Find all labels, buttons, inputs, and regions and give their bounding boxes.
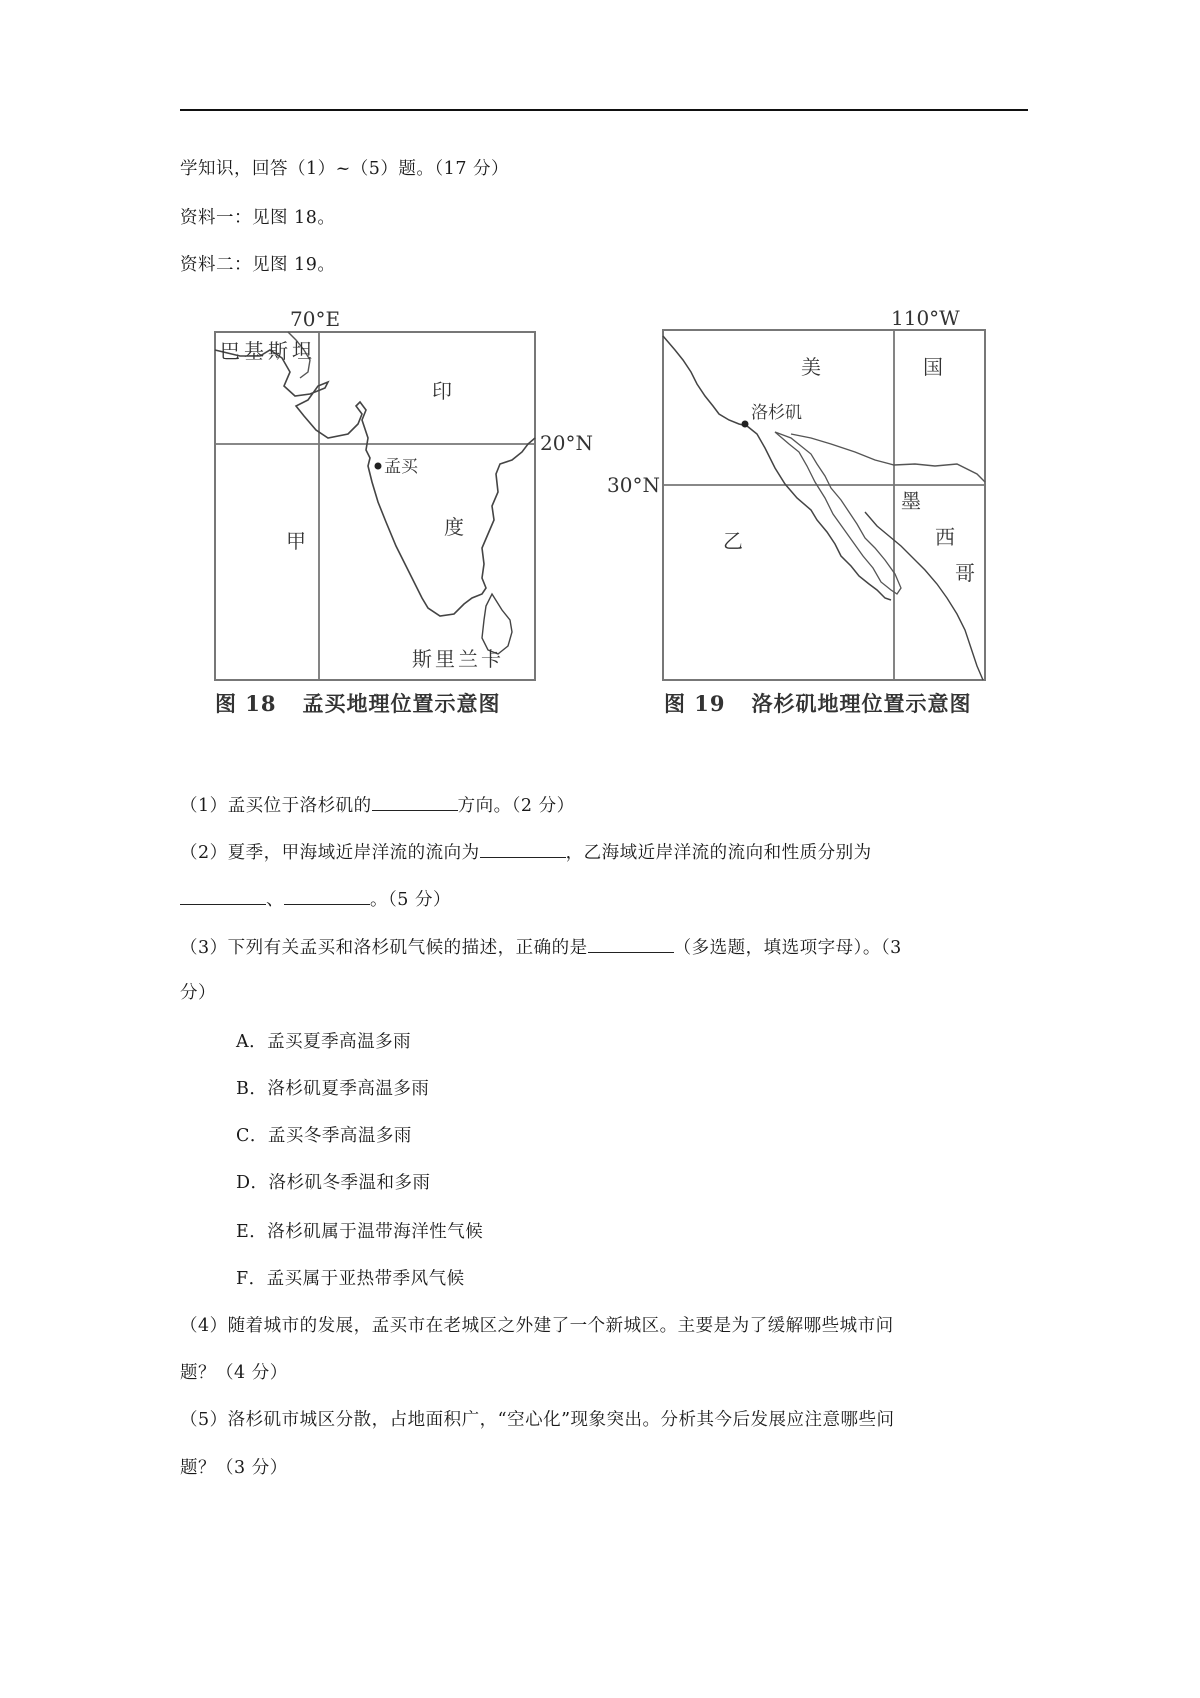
question-5-cont: 题？（3 分）	[180, 1458, 288, 1478]
option-c: C．孟买冬季高温多雨	[236, 1126, 412, 1146]
question-1	[180, 792, 575, 818]
figure-19-map	[605, 298, 995, 693]
question-2-text-b: ，乙海域近岸洋流的流向和性质分别为	[565, 843, 872, 863]
label-sea-jia: 甲	[286, 529, 306, 553]
option-f: F．孟买属于亚热带季风气候	[236, 1269, 465, 1289]
answer-blank-2c[interactable]	[284, 886, 370, 905]
coastline-gulf	[775, 432, 901, 594]
label-india-1: 印	[432, 379, 452, 403]
question-1-text: （1）孟买位于洛杉矶的	[180, 796, 372, 816]
longitude-110w-label: 110°W	[891, 306, 960, 330]
option-d: D．洛杉矶冬季温和多雨	[236, 1173, 431, 1193]
question-2-cont	[180, 886, 451, 912]
figure-19-caption	[664, 688, 972, 718]
header-rule	[180, 109, 1028, 111]
answer-blank-2a[interactable]	[480, 839, 566, 858]
answer-blank-3[interactable]	[588, 934, 674, 953]
material-2: 资料二：见图 19。	[180, 255, 336, 275]
answer-blank-1[interactable]	[372, 792, 458, 811]
question-2	[180, 839, 872, 865]
figure-19-title: 洛杉矶地理位置示意图	[751, 691, 972, 716]
latitude-20n-label: 20°N	[540, 431, 593, 455]
los-angeles-dot	[742, 421, 749, 428]
question-3-text-b: （多选题，填选项字母）。（3	[673, 938, 902, 958]
longitude-70e-label: 70°E	[290, 307, 341, 331]
label-pakistan: 巴基斯坦	[220, 339, 316, 363]
label-los-angeles: 洛杉矶	[751, 403, 802, 423]
question-3-text: （3）下列有关孟买和洛杉矶气候的描述，正确的是	[180, 938, 588, 958]
label-usa-2: 国	[923, 355, 943, 379]
mumbai-dot	[375, 463, 382, 470]
question-4: （4）随着城市的发展，孟买市在老城区之外建了一个新城区。主要是为了缓解哪些城市问	[180, 1316, 894, 1336]
label-mumbai: 孟买	[384, 457, 418, 477]
label-mexico-2: 西	[935, 525, 955, 549]
option-b: B．洛杉矶夏季高温多雨	[236, 1079, 430, 1099]
label-mexico-1: 墨	[901, 489, 921, 513]
coastline-srilanka	[482, 594, 512, 654]
figure-18-map	[200, 298, 593, 693]
question-4-cont: 题？（4 分）	[180, 1363, 288, 1383]
figure-18-number: 图 18	[215, 691, 277, 716]
question-2-text: （2）夏季，甲海域近岸洋流的流向为	[180, 843, 480, 863]
intro-line: 学知识，回答（1）~（5）题。（17 分）	[180, 159, 510, 179]
question-2-sep: 、	[266, 890, 284, 910]
option-a: A．孟买夏季高温多雨	[236, 1032, 412, 1052]
label-usa-1: 美	[801, 355, 821, 379]
figure-18-caption	[215, 688, 501, 718]
coastline-india	[215, 350, 535, 616]
question-3-cont: 分）	[180, 983, 216, 1003]
question-1-score: 方向。（2 分）	[457, 796, 575, 816]
label-sea-yi: 乙	[723, 529, 743, 553]
map-frame	[215, 332, 535, 680]
label-sri-lanka: 斯里兰卡	[412, 647, 504, 671]
answer-blank-2b[interactable]	[180, 886, 266, 905]
figure-18-title: 孟买地理位置示意图	[302, 691, 501, 716]
label-mexico-3: 哥	[955, 561, 975, 585]
label-india-2: 度	[444, 515, 464, 539]
coastline-mexico	[791, 434, 985, 482]
figure-19-number: 图 19	[664, 691, 726, 716]
coastline-pacific	[663, 336, 891, 600]
question-2-score: 。（5 分）	[370, 890, 451, 910]
question-3	[180, 934, 902, 960]
option-e: E．洛杉矶属于温带海洋性气候	[236, 1222, 484, 1242]
material-1: 资料一：见图 18。	[180, 208, 336, 228]
question-5: （5）洛杉矶市城区分散，占地面积广，“空心化”现象突出。分析其今后发展应注意哪些问	[180, 1410, 895, 1430]
map-frame	[663, 330, 985, 680]
latitude-30n-label: 30°N	[607, 473, 660, 497]
